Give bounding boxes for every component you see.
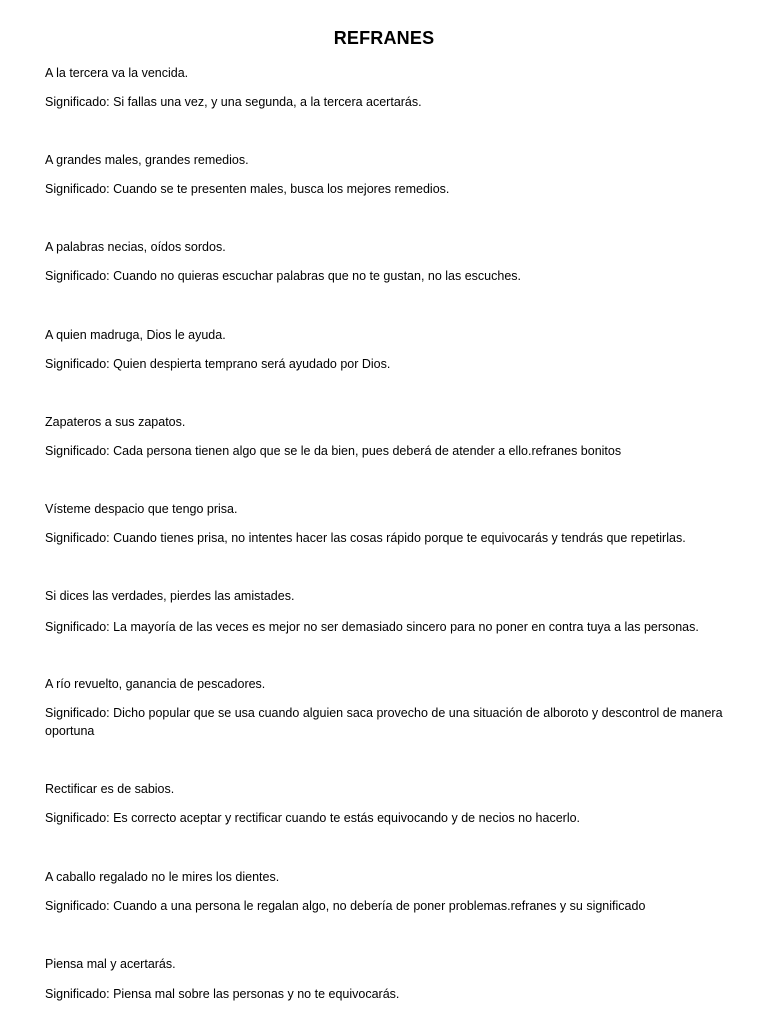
proverb-3: A palabras necias, oídos sordos. [45, 240, 226, 254]
proverb-4: A quien madruga, Dios le ayuda. [45, 328, 226, 342]
proverb-10: A caballo regalado no le mires los dientes. [45, 870, 280, 884]
proverb-1: A la tercera va la vencida. [45, 66, 189, 80]
proverb-6: Vísteme despacio que tengo prisa. [45, 502, 238, 516]
proverb-5: Zapateros a sus zapatos. [45, 415, 186, 429]
proverb-8: A río revuelto, ganancia de pescadores. [45, 677, 266, 691]
meaning-11: Significado: Piensa mal sobre las personas y no te equivocarás. [45, 987, 400, 1001]
meaning-9: Significado: Es correcto aceptar y rectificar cuando te estás equivocando y de necios no hacerlo. [45, 811, 581, 825]
meaning-4: Significado: Quien despierta temprano será ayudado por Dios. [45, 357, 391, 371]
page-title: REFRANES [333, 28, 435, 48]
meaning-2: Significado: Cuando se te presenten males, busca los mejores remedios. [45, 182, 450, 196]
proverb-2: A grandes males, grandes remedios. [45, 153, 249, 167]
proverb-11: Piensa mal y acertarás. [45, 957, 176, 971]
meaning-5: Significado: Cada persona tienen algo que se le da bien, pues deberá de atender a ello.refranes bonitos [45, 444, 622, 458]
meaning-3: Significado: Cuando no quieras escuchar palabras que no te gustan, no las escuches. [45, 269, 522, 283]
meaning-8: Significado: Dicho popular que se usa cuando alguien saca provecho de una situación de alboroto y descontrol de manera oportuna [45, 706, 723, 738]
meaning-1: Significado: Si fallas una vez, y una segunda, a la tercera acertarás. [45, 95, 422, 109]
proverb-7: Si dices las verdades, pierdes las amistades. [45, 589, 295, 603]
meaning-10: Significado: Cuando a una persona le regalan algo, no debería de poner problemas.refranes y su significado [45, 899, 646, 913]
meaning-6: Significado: Cuando tienes prisa, no intentes hacer las cosas rápido porque te equivocarás y tendrás que repetirlas. [45, 531, 686, 545]
meaning-7: Significado: La mayoría de las veces es mejor no ser demasiado sincero para no poner en contra tuya a las personas. [45, 620, 699, 634]
proverb-9: Rectificar es de sabios. [45, 782, 175, 796]
